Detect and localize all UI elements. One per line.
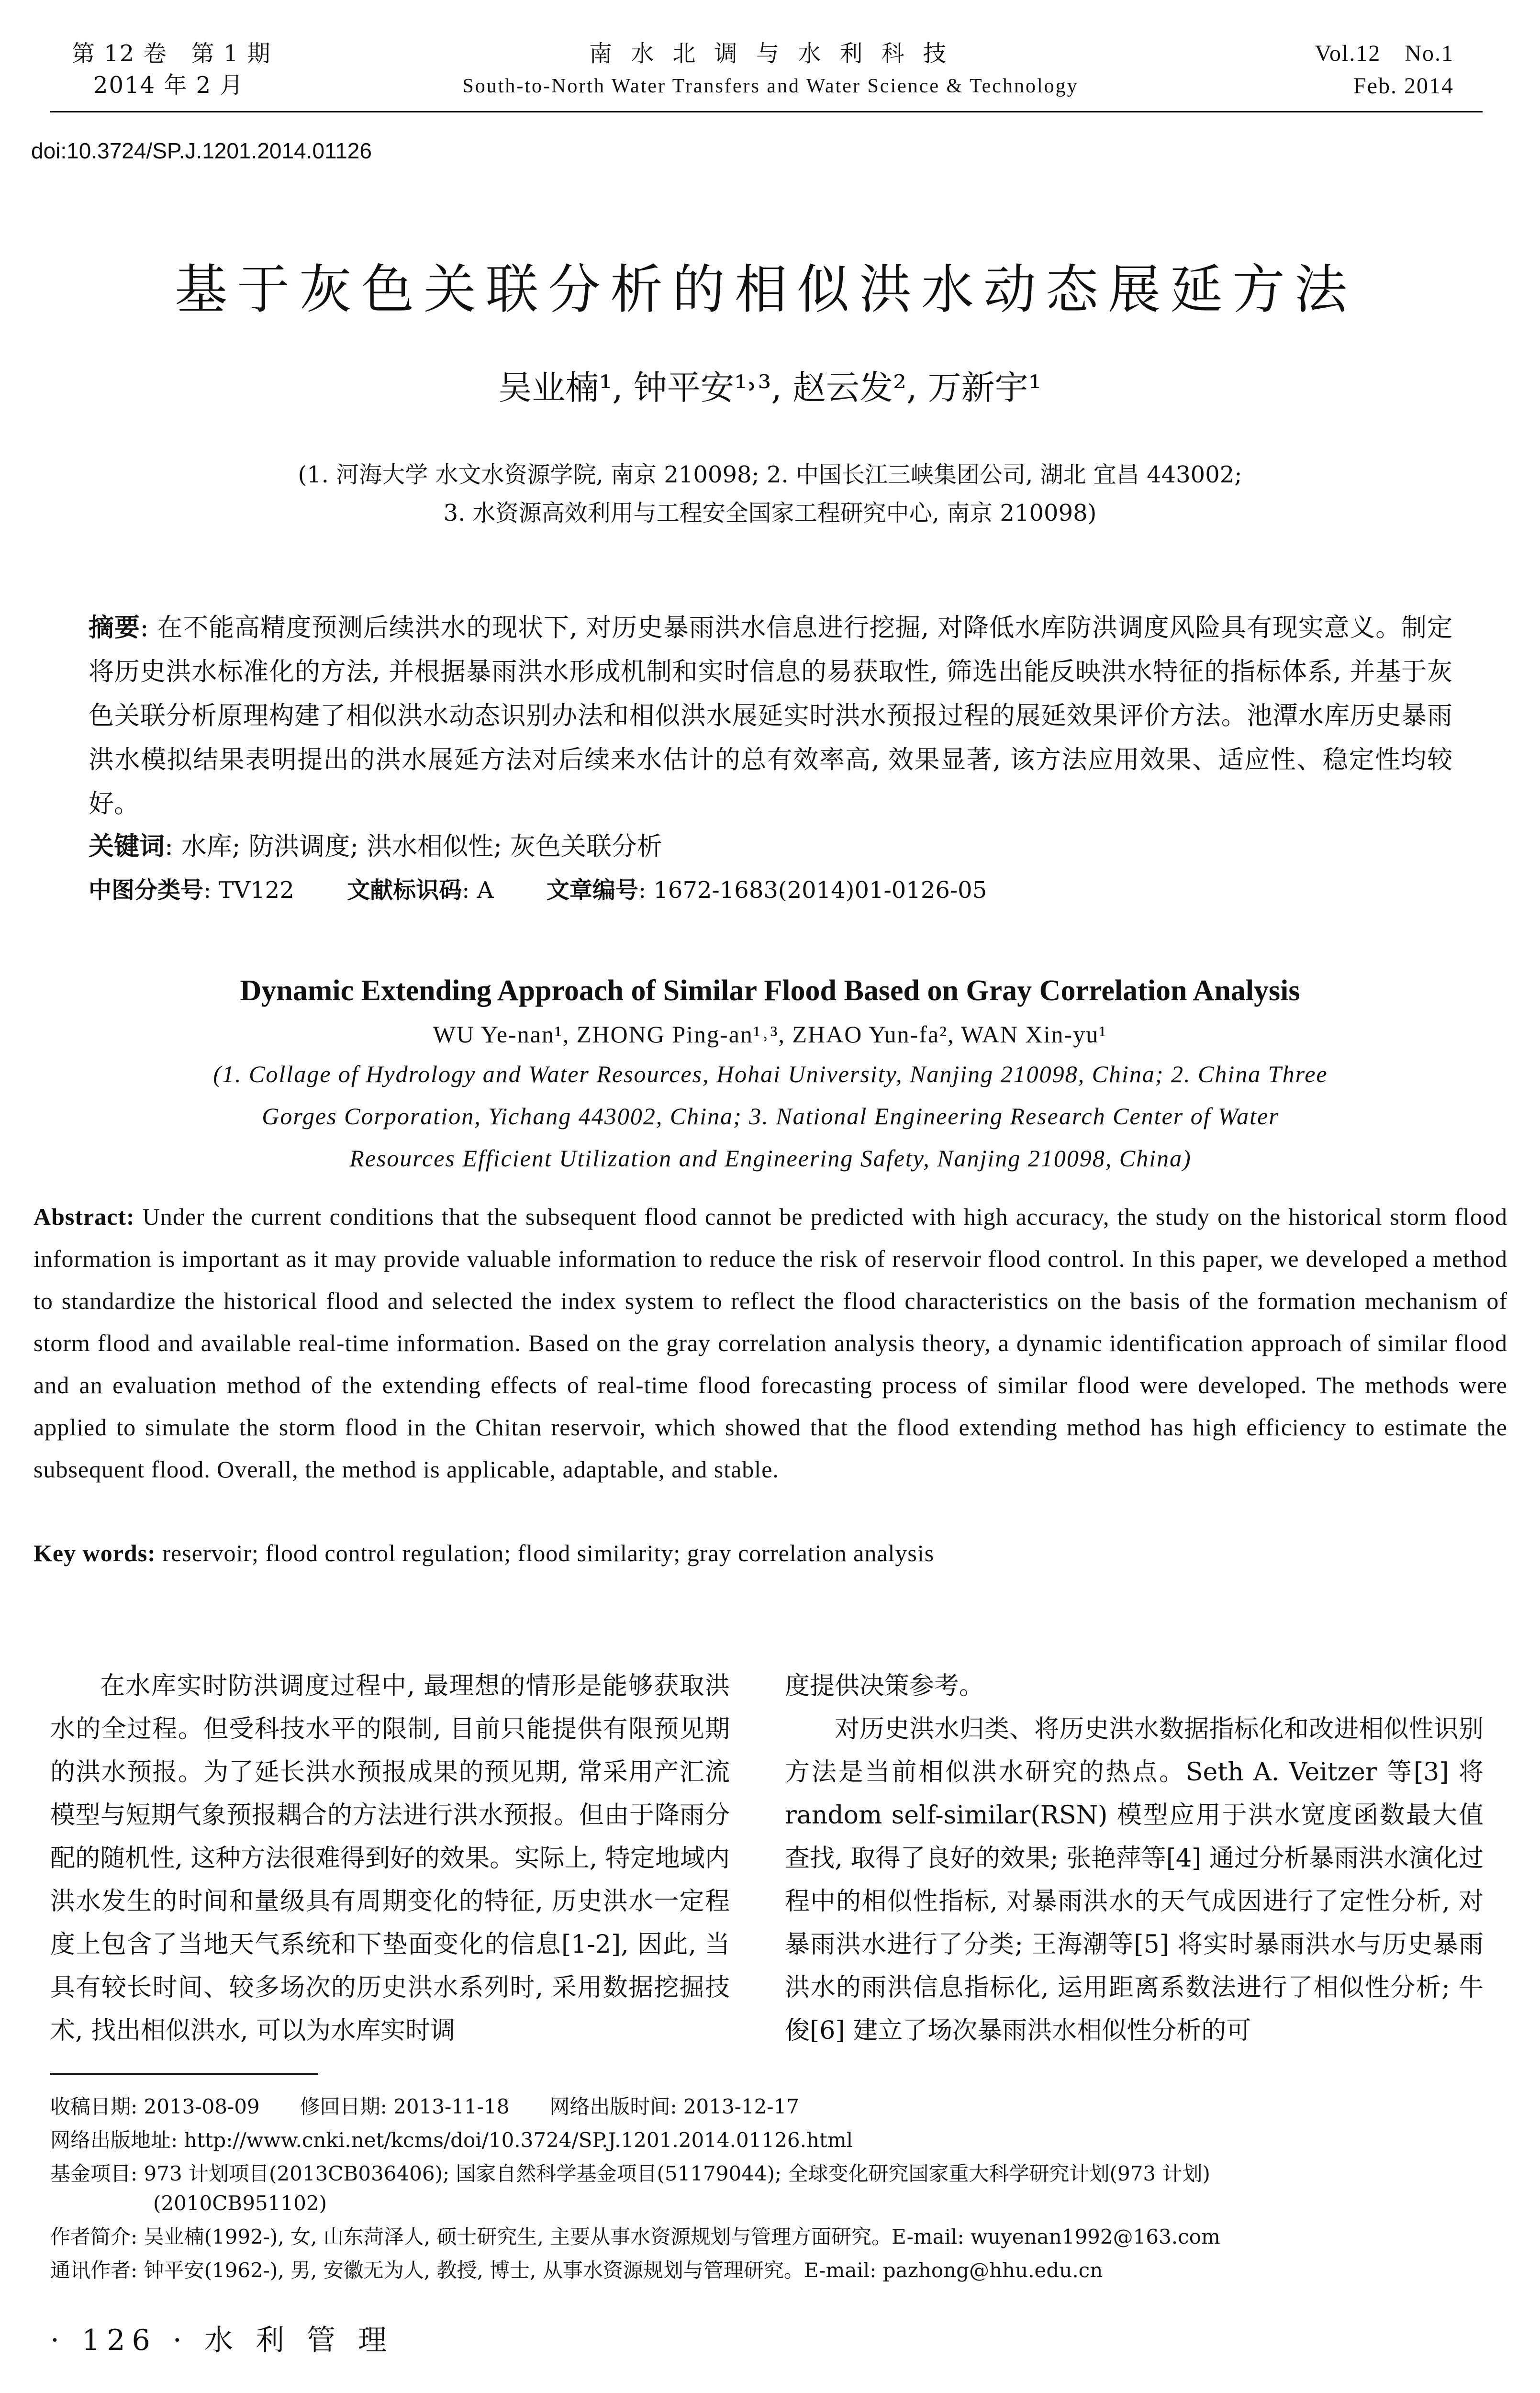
volume-issue-en: Vol.12 No.1 xyxy=(1315,41,1454,66)
page-folio: · 126 · 水 利 管 理 xyxy=(50,2324,394,2357)
header-rule xyxy=(50,111,1483,112)
body-left-paragraph: 在水库实时防洪调度过程中, 最理想的情形是能够获取洪水的全过程。但受科技水平的限制, 目前只能提供有限预见期的洪水预报。为了延长洪水预报成果的预见期, 常采用产汇流模型与短期气象预报耦合的方法进行洪水预报。但由于降雨分配的随机性, 这种方法很难得到好的效果。实际上, 特定地域内洪水发生的时间和量级具有周期变化的特征, 历史洪水一定程度上包含了当地天气系统和下垫面变化的信息[1-2], 因此, 当具有较长时间、较多场次的历史洪水系列时, 采用数据挖掘技术, 找出相似洪水, 可以为水库实时调 xyxy=(50,1672,730,2045)
english-keywords-label: Key words: xyxy=(33,1540,156,1566)
footnote-author: 作者简介: 吴业楠(1992-), 女, 山东菏泽人, 硕士研究生, 主要从事水资源规划与管理方面研究。E-mail: wuyenan1992@163.com xyxy=(50,2225,1220,2248)
body-right-paragraph: 对历史洪水归类、将历史洪水数据指标化和改进相似性识别方法是当前相似洪水研究的热点。Seth A. Veitzer 等[3] 将 random self-similar(RSN) 模型应用于洪水宽度函数最大值查找, 取得了良好的效果; 张艳萍等[4] 通过分析暴雨洪水演化过程中的相似性指标, 对暴雨洪水的天气成因进行了定性分析, 对暴雨洪水进行了分类; 王海潮等[5] 将实时暴雨洪水与历史暴雨洪水的雨洪信息指标化, 运用距离系数法进行了相似性分析; 牛俊[6] 建立了场次暴雨洪水相似性分析的可 xyxy=(785,1715,1484,2045)
english-affiliation-line1: (1. Collage of Hydrology and Water Resources, Hohai University, Nanjing 210098, China; 2. China Three xyxy=(213,1061,1328,1087)
doc-code-label: 文献标识码 xyxy=(347,877,462,904)
english-keywords xyxy=(33,1536,1507,1570)
abstract-cn-text: : 在不能高精度预测后续洪水的现状下, 对历史暴雨洪水信息进行挖掘, 对降低水库防洪调度风险具有现实意义。制定将历史洪水标准化的方法, 并根据暴雨洪水形成机制和实时信息的易获取性, 筛选出能反映洪水特征的指标体系, 并基于灰色关联分析原理构建了相似洪水动态识别办法和相似洪水展延实时洪水预报过程的展延效果评价方法。池潭水库历史暴雨洪水模拟结果表明提出的洪水展延方法对后续来水估计的总有效率高, 效果显著, 该方法应用效果、适应性、稳定性均较好。 xyxy=(89,613,1453,818)
date-cn: 2014 年 2 月 xyxy=(93,72,244,99)
authors-cn: 吴业楠¹, 钟平安¹˒³, 赵云发², 万新宇¹ xyxy=(498,368,1042,407)
english-affiliation-line2: Gorges Corporation, Yichang 443002, China; 3. National Engineering Research Center of Water xyxy=(262,1103,1279,1129)
abstract-cn xyxy=(89,605,1452,826)
body-right-column xyxy=(785,1665,1484,2052)
abstract-cn-label: 摘要 xyxy=(89,613,140,642)
journal-title-cn: 南 水 北 调 与 水 利 科 技 xyxy=(589,40,952,67)
footnote-corresponding: 通讯作者: 钟平安(1962-), 男, 安徽无为人, 教授, 博士, 从事水资源规划与管理研究。E-mail: pazhong@hhu.edu.cn xyxy=(50,2259,1103,2282)
english-abstract-label: Abstract: xyxy=(33,1203,135,1230)
date-en: Feb. 2014 xyxy=(1353,73,1454,99)
body-right-continuation: 度提供决策参考。 xyxy=(785,1672,984,1700)
english-abstract xyxy=(33,1196,1507,1490)
english-affiliation-line3: Resources Efficient Utilization and Engineering Safety, Nanjing 210098, China) xyxy=(349,1145,1192,1172)
english-keywords-text: reservoir; flood control regulation; flood similarity; gray correlation analysis xyxy=(156,1540,935,1566)
keywords-cn xyxy=(89,824,1452,869)
article-no-value: : 1672-1683(2014)01-0126-05 xyxy=(638,877,987,904)
footnote-url: 网络出版地址: http://www.cnki.net/kcms/doi/10.3724/SP.J.1201.2014.01126.html xyxy=(50,2128,853,2152)
volume-issue-cn: 第 12 卷 第 1 期 xyxy=(72,40,271,67)
classification-line xyxy=(89,868,1452,912)
paper-title: 基于灰色关联分析的相似洪水动态展延方法 xyxy=(175,259,1357,320)
keywords-cn-text: : 水库; 防洪调度; 洪水相似性; 灰色关联分析 xyxy=(165,832,662,861)
footnote-rule xyxy=(50,2073,318,2075)
keywords-cn-label: 关键词 xyxy=(89,831,165,861)
english-title: Dynamic Extending Approach of Similar Flood Based on Gray Correlation Analysis xyxy=(240,974,1300,1007)
footnote-received: 收稿日期: 2013-08-09 修回日期: 2013-11-18 网络出版时间: 2013-12-17 xyxy=(50,2095,799,2118)
body-left-column xyxy=(50,1665,730,2052)
english-authors: WU Ye-nan¹, ZHONG Ping-an¹˒³, ZHAO Yun-fa², WAN Xin-yu¹ xyxy=(433,1021,1107,1048)
footnote-fund-cont: (2010CB951102) xyxy=(153,2192,327,2215)
article-no-label: 文章编号 xyxy=(546,877,638,904)
journal-title-en: South-to-North Water Transfers and Water Science & Technology xyxy=(462,75,1079,97)
clc-value: : TV122 xyxy=(203,877,294,904)
doc-code-value: : A xyxy=(462,877,494,904)
english-abstract-text: Under the current conditions that the subsequent flood cannot be predicted with high accuracy, the study on the historical storm flood information is important as it may provide valuable information to reduce the risk of reservoir flood control. In this paper, we developed a method to standardize the historical flood and selected the index system to reflect the flood characteristics on the basis of the formation mechanism of storm flood and available real-time information. Based on the gray correlation analysis theory, a dynamic identification approach of similar flood and an evaluation method of the extending effects of real-time flood forecasting process of similar flood were developed. The methods were applied to simulate the storm flood in the Chitan reservoir, which showed that the flood extending method has high efficiency to estimate the subsequent flood. Overall, the method is applicable, adaptable, and stable. xyxy=(33,1203,1507,1483)
affiliation-cn-line2: 3. 水资源高效利用与工程安全国家工程研究中心, 南京 210098) xyxy=(443,500,1097,526)
clc-label: 中图分类号 xyxy=(89,877,204,904)
footnote-fund: 基金项目: 973 计划项目(2013CB036406); 国家自然科学基金项目(51179044); 全球变化研究国家重大科学研究计划(973 计划) xyxy=(50,2162,1210,2185)
doi: doi:10.3724/SP.J.1201.2014.01126 xyxy=(31,138,372,163)
affiliation-cn-line1: (1. 河海大学 水文水资源学院, 南京 210098; 2. 中国长江三峡集团公司, 湖北 宜昌 443002; xyxy=(298,461,1242,488)
